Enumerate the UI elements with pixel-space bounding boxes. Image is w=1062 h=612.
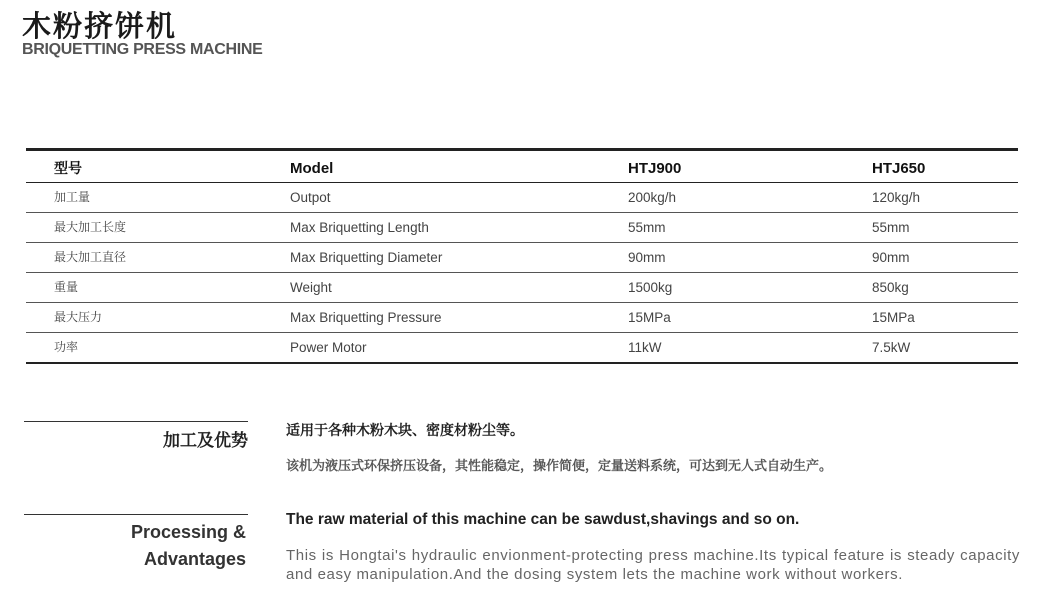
table-cell: 15MPa [872, 310, 915, 325]
table-cell: 7.5kW [872, 340, 911, 355]
section-label-en [131, 519, 246, 573]
section-cn-line2: 该机为液压式环保挤压设备，其性能稳定，操作简便，定量送料系统，可达到无人式自动生产。 [286, 458, 833, 473]
table-cell: 55mm [872, 220, 910, 235]
table-cell: 11kW [628, 340, 662, 355]
column-header: HTJ650 [872, 160, 926, 177]
table-cell: 90mm [628, 250, 666, 265]
column-header: 型号 [54, 160, 82, 176]
table-cell: 最大压力 [54, 310, 103, 324]
section-divider-cn [24, 421, 248, 422]
section-cn-line1: 适用于各种木粉木块、密度材粉尘等。 [286, 422, 524, 438]
table-row [26, 243, 1018, 273]
table-cell: Max Briquetting Length [290, 220, 429, 235]
table-cell: 90mm [872, 250, 910, 265]
table-row [26, 333, 1018, 364]
section-en-line2: This is Hongtai's hydraulic envionment-protecting press machine.Its typical feature is steady capacity and easy manipulation.And the dosing system lets the machine work without workers. [286, 547, 1020, 583]
table-cell: 功率 [54, 340, 79, 354]
table-cell: Power Motor [290, 340, 367, 355]
page-title-en: BRIQUETTING PRESS MACHINE [22, 41, 263, 58]
table-row [26, 183, 1018, 213]
table-cell: 1500kg [628, 280, 673, 295]
section-label-en-line2: Advantages [143, 549, 246, 569]
table-cell: Weight [290, 280, 332, 295]
section-divider-en [24, 514, 248, 515]
table-cell: Outpot [290, 190, 331, 205]
table-cell: Max Briquetting Pressure [290, 310, 442, 325]
section-label-en-line1: Processing & [130, 522, 246, 542]
table-cell: 55mm [628, 220, 666, 235]
table-cell: 200kg/h [628, 190, 677, 205]
table-cell: 850kg [872, 280, 909, 295]
table-row [26, 273, 1018, 303]
table-cell: 最大加工长度 [54, 220, 127, 234]
column-header: HTJ900 [628, 160, 682, 177]
table-row [26, 303, 1018, 333]
section-label-cn: 加工及优势 [163, 431, 248, 450]
table-cell: 15MPa [628, 310, 671, 325]
table-cell: 加工量 [54, 190, 91, 204]
table-row [26, 213, 1018, 243]
table-cell: 重量 [54, 280, 79, 294]
table-header-row [26, 151, 1018, 183]
table-cell: Max Briquetting Diameter [290, 250, 443, 265]
column-header: Model [290, 160, 334, 177]
section-en-line1: The raw material of this machine can be sawdust,shavings and so on. [286, 511, 800, 528]
spec-table [26, 148, 1018, 364]
table-cell: 最大加工直径 [54, 250, 127, 264]
page-title-cn: 木粉挤饼机 [22, 9, 178, 43]
table-cell: 120kg/h [872, 190, 921, 205]
